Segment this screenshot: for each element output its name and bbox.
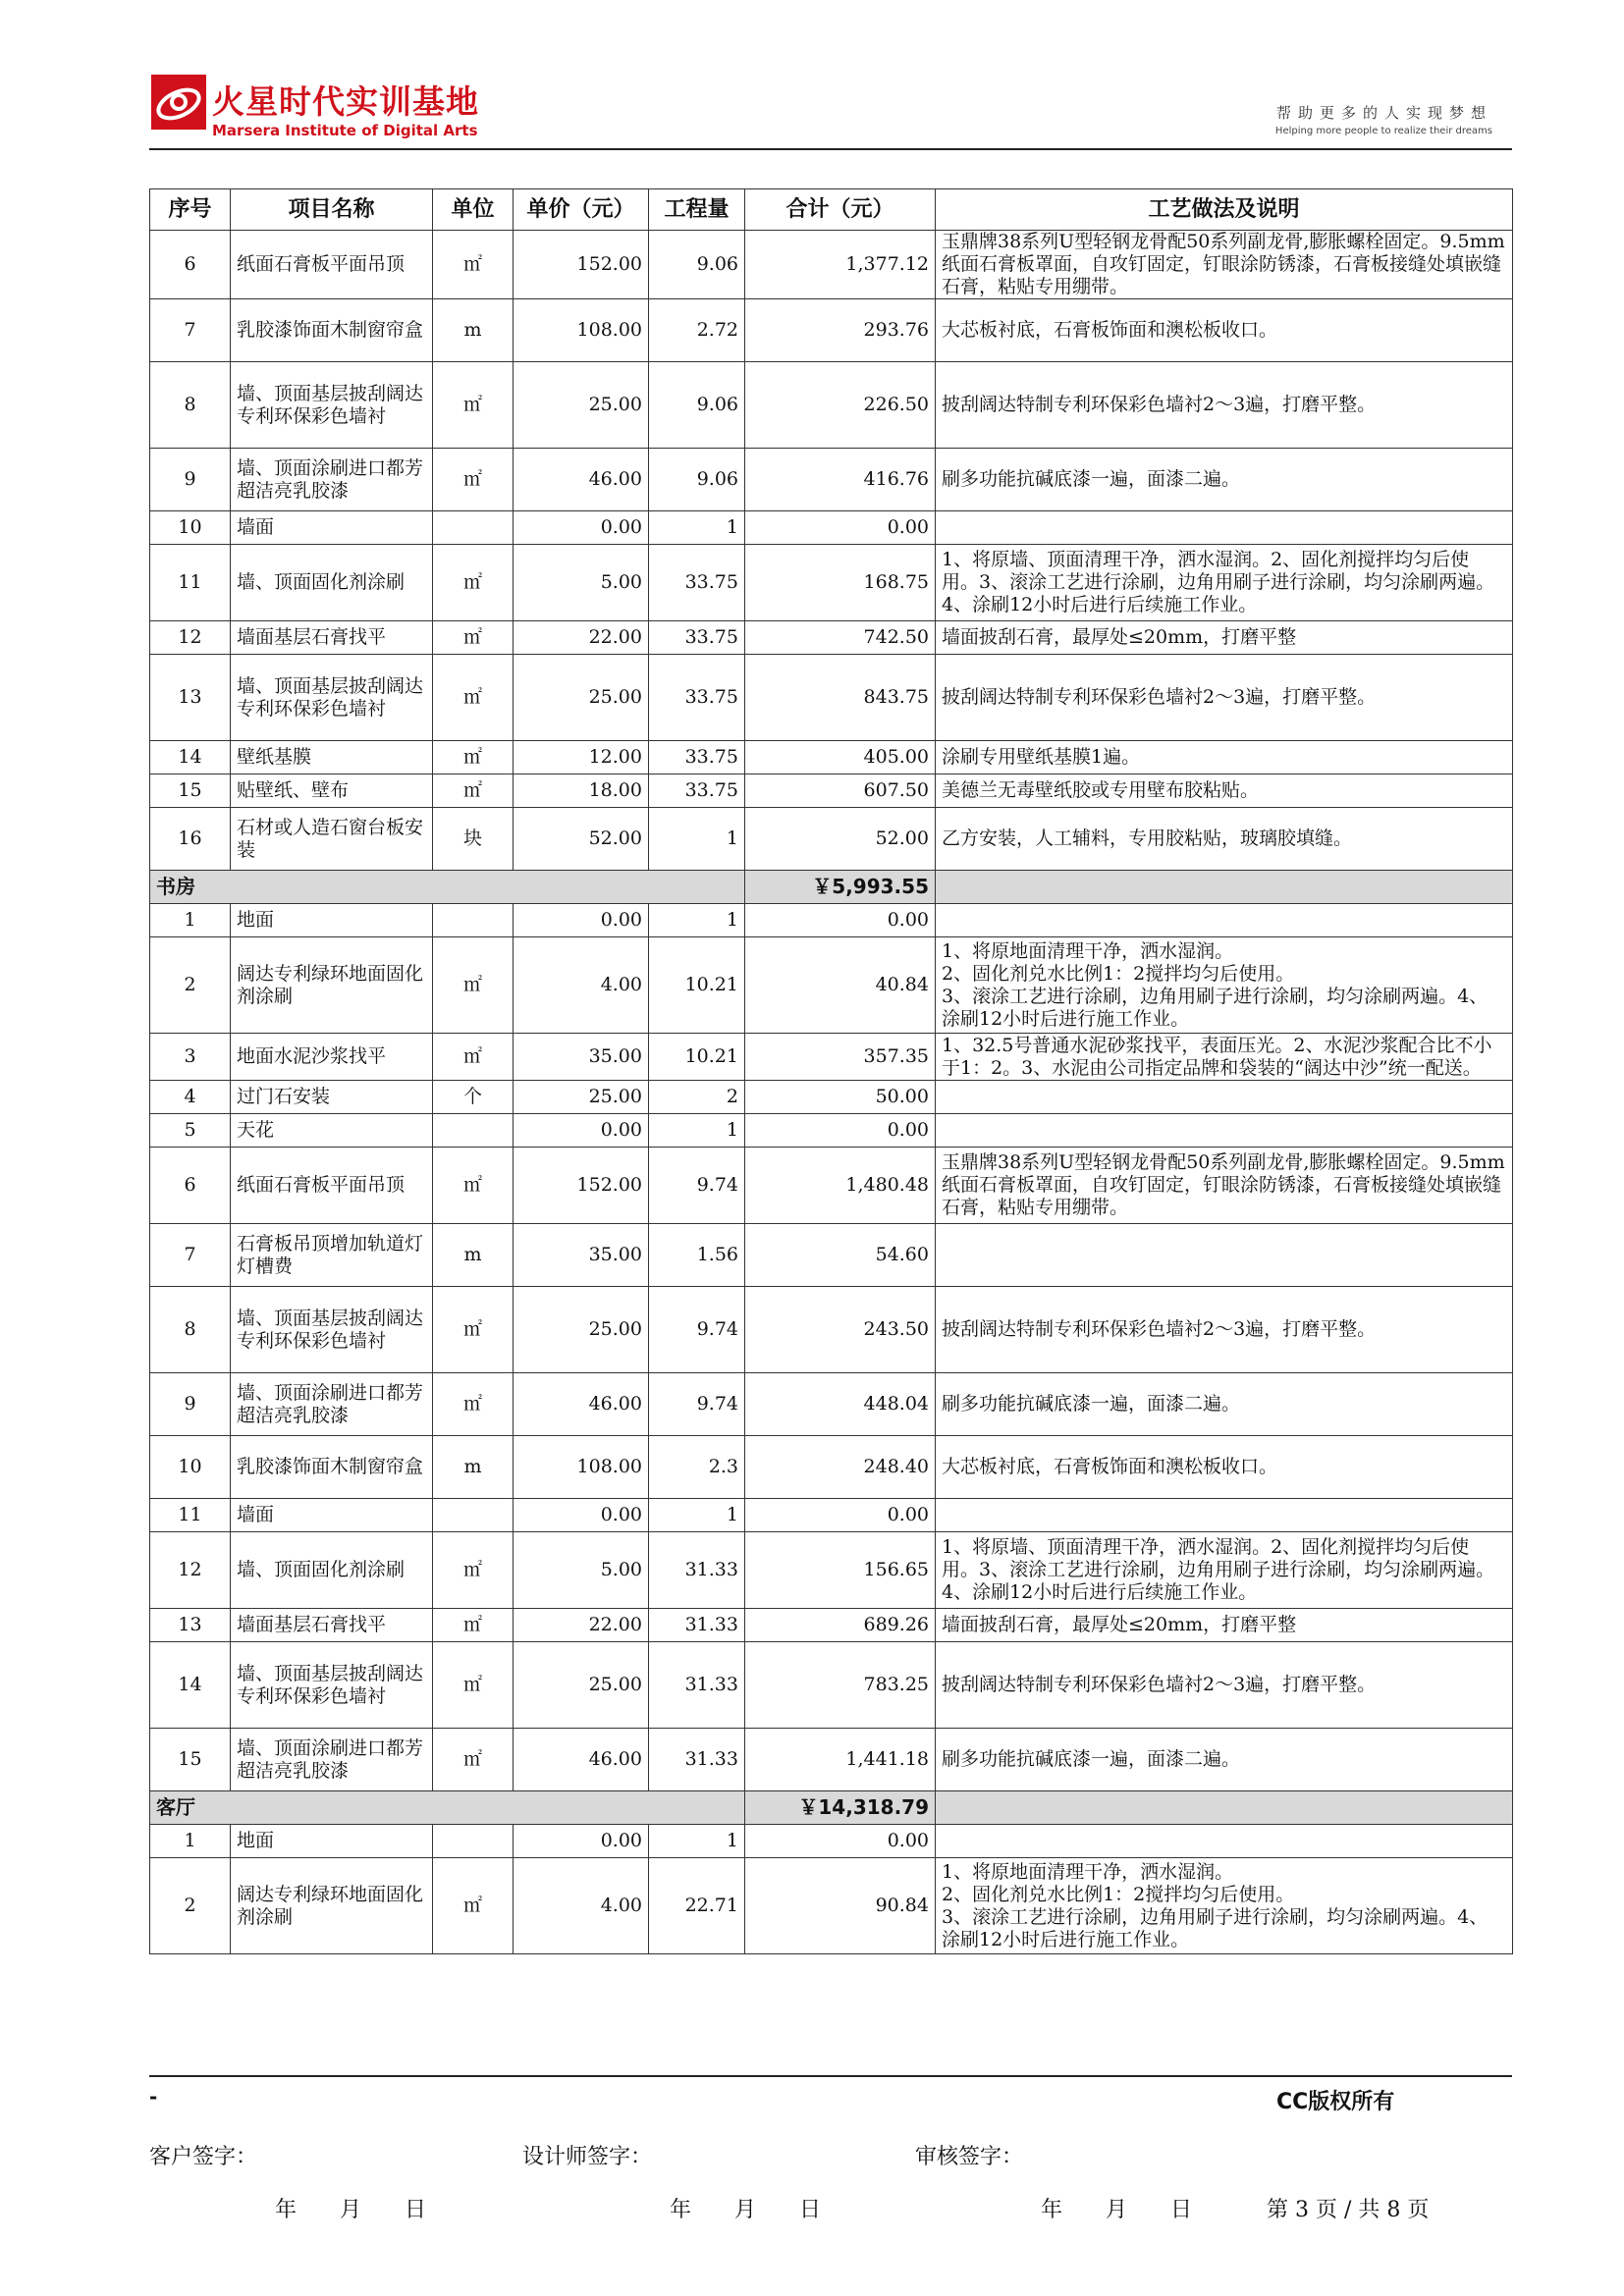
cell-unit: ㎡ [433, 621, 514, 655]
cell-price: 12.00 [514, 741, 649, 774]
review-date: 年 月 日 [1041, 2198, 1193, 2222]
cell-note: 1、将原墙、顶面清理干净，洒水湿润。2、固化剂搅拌均匀后使用。3、滚涂工艺进行涂刷，边角用刷子进行涂刷，均匀涂刷两遍。4、涂刷12小时后进行后续施工作业。 [936, 545, 1513, 621]
cell-name: 墙面基层石膏找平 [231, 1609, 433, 1642]
cell-no: 2 [150, 937, 231, 1034]
cell-name: 墙、顶面基层披刮阔达专利环保彩色墙衬 [231, 1287, 433, 1373]
cell-no: 8 [150, 362, 231, 449]
cell-qty: 1 [649, 904, 745, 937]
cell-unit: 块 [433, 808, 514, 871]
table-row [150, 937, 1513, 1034]
cell-note: 披刮阔达特制专利环保彩色墙衬2～3遍，打磨平整。 [936, 1287, 1513, 1373]
cell-unit [433, 904, 514, 937]
cell-note [936, 904, 1513, 937]
table-row [150, 1081, 1513, 1114]
cell-total: 40.84 [745, 937, 936, 1034]
cell-unit: ㎡ [433, 449, 514, 511]
cell-unit: m [433, 1224, 514, 1287]
cell-qty: 33.75 [649, 655, 745, 741]
cell-price: 35.00 [514, 1224, 649, 1287]
table-row [150, 1034, 1513, 1081]
table-row [150, 511, 1513, 545]
designer-date: 年 月 日 [670, 2198, 822, 2222]
cell-no: 11 [150, 545, 231, 621]
cell-name: 贴壁纸、壁布 [231, 774, 433, 808]
table-row [150, 362, 1513, 449]
customer-signature-label: 客户签字： [149, 2145, 258, 2169]
cell-total: 54.60 [745, 1224, 936, 1287]
cell-unit: ㎡ [433, 1642, 514, 1729]
cell-note: 1、32.5号普通水泥砂浆找平，表面压光。2、水泥沙浆配合比不小于1：2。3、水泥由公司指定品牌和袋装的“阔达中沙”统一配送。 [936, 1034, 1513, 1081]
cell-no: 13 [150, 655, 231, 741]
section-label: 客厅 [150, 1791, 745, 1825]
cell-name: 天花 [231, 1114, 433, 1148]
cell-qty: 22.71 [649, 1858, 745, 1954]
cell-total: 0.00 [745, 511, 936, 545]
cell-note: 1、将原地面清理干净，洒水湿润。 2、固化剂兑水比例1：2搅拌均匀后使用。 3、滚涂工艺进行涂刷，边角用刷子进行涂刷，均匀涂刷两遍。4、涂刷12小时后进行施工作业。 [936, 1858, 1513, 1954]
cell-name: 墙、顶面基层披刮阔达专利环保彩色墙衬 [231, 655, 433, 741]
cell-unit: ㎡ [433, 1609, 514, 1642]
section-row [150, 871, 1513, 904]
cell-name: 地面 [231, 1825, 433, 1858]
table-row [150, 904, 1513, 937]
cell-total: 783.25 [745, 1642, 936, 1729]
table-body [150, 231, 1513, 1954]
cell-total: 843.75 [745, 655, 936, 741]
col-header-total: 合计（元） [745, 189, 936, 231]
cell-qty: 9.74 [649, 1148, 745, 1224]
cell-total: 168.75 [745, 545, 936, 621]
cell-no: 13 [150, 1609, 231, 1642]
cell-no: 9 [150, 449, 231, 511]
review-signature-label: 审核签字： [915, 2145, 1024, 2169]
cell-price: 22.00 [514, 1609, 649, 1642]
cell-total: 416.76 [745, 449, 936, 511]
col-header-no: 序号 [150, 189, 231, 231]
table-row [150, 655, 1513, 741]
cell-note: 乙方安装，人工辅料，专用胶粘贴，玻璃胶填缝。 [936, 808, 1513, 871]
cell-total: 0.00 [745, 1499, 936, 1532]
cell-price: 25.00 [514, 362, 649, 449]
page-number: 第 3 页 / 共 8 页 [1267, 2198, 1430, 2222]
cell-name: 墙、顶面涂刷进口都芳超洁亮乳胶漆 [231, 1373, 433, 1436]
cell-note: 墙面披刮石膏，最厚处≤20mm，打磨平整 [936, 621, 1513, 655]
col-header-name: 项目名称 [231, 189, 433, 231]
cell-name: 纸面石膏板平面吊顶 [231, 231, 433, 299]
cell-unit: ㎡ [433, 545, 514, 621]
cell-qty: 10.21 [649, 1034, 745, 1081]
cell-note [936, 1499, 1513, 1532]
table-row [150, 1114, 1513, 1148]
quotation-table [149, 188, 1513, 1954]
cell-name: 阔达专利绿环地面固化剂涂刷 [231, 937, 433, 1034]
cell-price: 108.00 [514, 1436, 649, 1499]
cell-note: 大芯板衬底，石膏板饰面和澳松板收口。 [936, 299, 1513, 362]
cell-no: 12 [150, 1532, 231, 1609]
cell-qty: 2.3 [649, 1436, 745, 1499]
table-row [150, 774, 1513, 808]
cell-price: 5.00 [514, 545, 649, 621]
cell-note: 涂刷专用壁纸基膜1遍。 [936, 741, 1513, 774]
customer-date: 年 月 日 [275, 2198, 427, 2222]
cell-total: 607.50 [745, 774, 936, 808]
cell-unit [433, 511, 514, 545]
cell-total: 448.04 [745, 1373, 936, 1436]
cell-unit [433, 1825, 514, 1858]
cell-qty: 31.33 [649, 1642, 745, 1729]
cell-unit: m [433, 1436, 514, 1499]
cell-name: 墙、顶面涂刷进口都芳超洁亮乳胶漆 [231, 449, 433, 511]
col-header-qty: 工程量 [649, 189, 745, 231]
cell-price: 46.00 [514, 1373, 649, 1436]
cell-no: 6 [150, 1148, 231, 1224]
cell-no: 14 [150, 741, 231, 774]
cell-note: 大芯板衬底，石膏板饰面和澳松板收口。 [936, 1436, 1513, 1499]
cell-price: 35.00 [514, 1034, 649, 1081]
cell-price: 0.00 [514, 904, 649, 937]
cell-qty: 31.33 [649, 1532, 745, 1609]
cell-unit: ㎡ [433, 1729, 514, 1791]
cell-name: 乳胶漆饰面木制窗帘盒 [231, 1436, 433, 1499]
section-total: ￥5,993.55 [745, 871, 936, 904]
cell-no: 1 [150, 904, 231, 937]
cell-price: 0.00 [514, 1114, 649, 1148]
cell-unit: ㎡ [433, 1858, 514, 1954]
table-row [150, 1825, 1513, 1858]
cell-price: 152.00 [514, 1148, 649, 1224]
cell-name: 乳胶漆饰面木制窗帘盒 [231, 299, 433, 362]
cell-qty: 9.06 [649, 231, 745, 299]
cell-total: 293.76 [745, 299, 936, 362]
cell-name: 墙、顶面固化剂涂刷 [231, 1532, 433, 1609]
cell-qty: 10.21 [649, 937, 745, 1034]
cell-qty: 1 [649, 1825, 745, 1858]
cell-note: 玉鼎牌38系列U型轻钢龙骨配50系列副龙骨,膨胀螺栓固定。9.5mm纸面石膏板罩面，自攻钉固定，钉眼涂防锈漆，石膏板接缝处填嵌缝石膏，粘贴专用绷带。 [936, 231, 1513, 299]
cell-qty: 9.74 [649, 1373, 745, 1436]
cell-unit: ㎡ [433, 1373, 514, 1436]
cell-name: 过门石安装 [231, 1081, 433, 1114]
table-row [150, 1148, 1513, 1224]
cell-qty: 31.33 [649, 1729, 745, 1791]
table-row [150, 1287, 1513, 1373]
section-total: ￥14,318.79 [745, 1791, 936, 1825]
cell-unit: ㎡ [433, 1148, 514, 1224]
cell-price: 25.00 [514, 655, 649, 741]
cell-name: 墙、顶面基层披刮阔达专利环保彩色墙衬 [231, 1642, 433, 1729]
cell-total: 1,441.18 [745, 1729, 936, 1791]
cell-total: 52.00 [745, 808, 936, 871]
cell-price: 5.00 [514, 1532, 649, 1609]
cell-note: 美德兰无毒壁纸胶或专用壁布胶粘贴。 [936, 774, 1513, 808]
cell-unit: ㎡ [433, 1532, 514, 1609]
footer-divider [149, 2075, 1512, 2077]
brand-name-cn: 火星时代实训基地 [212, 82, 479, 121]
cell-price: 25.00 [514, 1081, 649, 1114]
table-row [150, 621, 1513, 655]
brand-name-en: Marsera Institute of Digital Arts [212, 122, 478, 139]
cell-price: 0.00 [514, 1825, 649, 1858]
page-header [149, 73, 1512, 151]
cell-name: 墙、顶面固化剂涂刷 [231, 545, 433, 621]
cell-no: 6 [150, 231, 231, 299]
cell-note [936, 1825, 1513, 1858]
cell-price: 46.00 [514, 449, 649, 511]
table-row [150, 1729, 1513, 1791]
cell-name: 地面水泥沙浆找平 [231, 1034, 433, 1081]
cell-no: 9 [150, 1373, 231, 1436]
cell-no: 11 [150, 1499, 231, 1532]
cell-qty: 1.56 [649, 1224, 745, 1287]
cell-total: 357.35 [745, 1034, 936, 1081]
cell-price: 25.00 [514, 1287, 649, 1373]
cell-total: 0.00 [745, 904, 936, 937]
cell-total: 405.00 [745, 741, 936, 774]
marsera-logo-icon [149, 73, 208, 132]
cell-price: 18.00 [514, 774, 649, 808]
table-row [150, 1609, 1513, 1642]
cell-total: 243.50 [745, 1287, 936, 1373]
table-row [150, 449, 1513, 511]
cell-no: 1 [150, 1825, 231, 1858]
cell-note: 1、将原墙、顶面清理干净，洒水湿润。2、固化剂搅拌均匀后使用。3、滚涂工艺进行涂刷，边角用刷子进行涂刷，均匀涂刷两遍。4、涂刷12小时后进行后续施工作业。 [936, 1532, 1513, 1609]
cell-note [936, 511, 1513, 545]
cell-note [936, 1224, 1513, 1287]
table-row [150, 1642, 1513, 1729]
section-note-cell [936, 1791, 1513, 1825]
table-row [150, 1499, 1513, 1532]
table-row [150, 1373, 1513, 1436]
cell-price: 4.00 [514, 937, 649, 1034]
cell-unit: ㎡ [433, 362, 514, 449]
cell-note: 披刮阔达特制专利环保彩色墙衬2～3遍，打磨平整。 [936, 655, 1513, 741]
cell-unit [433, 1499, 514, 1532]
cell-total: 689.26 [745, 1609, 936, 1642]
cell-price: 108.00 [514, 299, 649, 362]
cell-total: 0.00 [745, 1114, 936, 1148]
copyright-text: CC版权所有 [1276, 2090, 1395, 2114]
cell-unit: ㎡ [433, 1287, 514, 1373]
cell-qty: 1 [649, 1499, 745, 1532]
table-row [150, 231, 1513, 299]
cell-unit: ㎡ [433, 774, 514, 808]
cell-qty: 9.06 [649, 449, 745, 511]
cell-unit: ㎡ [433, 655, 514, 741]
cell-qty: 2.72 [649, 299, 745, 362]
cell-total: 90.84 [745, 1858, 936, 1954]
cell-unit [433, 1114, 514, 1148]
cell-no: 4 [150, 1081, 231, 1114]
slogan-cn: 帮助更多的人实现梦想 [1275, 104, 1492, 122]
cell-name: 墙、顶面基层披刮阔达专利环保彩色墙衬 [231, 362, 433, 449]
cell-unit: ㎡ [433, 1034, 514, 1081]
table-row [150, 1532, 1513, 1609]
cell-note [936, 1114, 1513, 1148]
cell-note [936, 1081, 1513, 1114]
cell-total: 0.00 [745, 1825, 936, 1858]
cell-note: 玉鼎牌38系列U型轻钢龙骨配50系列副龙骨,膨胀螺栓固定。9.5mm纸面石膏板罩面，自攻钉固定，钉眼涂防锈漆，石膏板接缝处填嵌缝石膏，粘贴专用绷带。 [936, 1148, 1513, 1224]
cell-qty: 33.75 [649, 741, 745, 774]
footer-dash: - [149, 2085, 158, 2109]
cell-price: 25.00 [514, 1642, 649, 1729]
cell-no: 5 [150, 1114, 231, 1148]
cell-no: 10 [150, 1436, 231, 1499]
header-divider [149, 148, 1512, 150]
cell-qty: 9.74 [649, 1287, 745, 1373]
cell-no: 15 [150, 1729, 231, 1791]
cell-no: 8 [150, 1287, 231, 1373]
cell-qty: 31.33 [649, 1609, 745, 1642]
section-row [150, 1791, 1513, 1825]
cell-qty: 33.75 [649, 545, 745, 621]
cell-no: 15 [150, 774, 231, 808]
cell-total: 226.50 [745, 362, 936, 449]
table-row [150, 1858, 1513, 1954]
cell-qty: 1 [649, 808, 745, 871]
table-row [150, 1224, 1513, 1287]
cell-qty: 2 [649, 1081, 745, 1114]
cell-no: 7 [150, 299, 231, 362]
cell-price: 152.00 [514, 231, 649, 299]
cell-unit: m [433, 299, 514, 362]
cell-note: 披刮阔达特制专利环保彩色墙衬2～3遍，打磨平整。 [936, 362, 1513, 449]
col-header-price: 单价（元） [514, 189, 649, 231]
cell-unit: ㎡ [433, 231, 514, 299]
cell-price: 52.00 [514, 808, 649, 871]
cell-name: 地面 [231, 904, 433, 937]
col-header-note: 工艺做法及说明 [936, 189, 1513, 231]
cell-total: 156.65 [745, 1532, 936, 1609]
table-row [150, 545, 1513, 621]
cell-total: 1,480.48 [745, 1148, 936, 1224]
table-row [150, 1436, 1513, 1499]
cell-unit: 个 [433, 1081, 514, 1114]
cell-note: 墙面披刮石膏，最厚处≤20mm，打磨平整 [936, 1609, 1513, 1642]
table-header-row [150, 189, 1513, 231]
cell-price: 0.00 [514, 1499, 649, 1532]
slogan-en: Helping more people to realize their dreams [1274, 126, 1492, 136]
table-row [150, 808, 1513, 871]
cell-price: 22.00 [514, 621, 649, 655]
cell-price: 0.00 [514, 511, 649, 545]
cell-price: 46.00 [514, 1729, 649, 1791]
cell-no: 2 [150, 1858, 231, 1954]
cell-no: 14 [150, 1642, 231, 1729]
cell-note: 刷多功能抗碱底漆一遍，面漆二遍。 [936, 1373, 1513, 1436]
cell-name: 阔达专利绿环地面固化剂涂刷 [231, 1858, 433, 1954]
cell-name: 墙面 [231, 511, 433, 545]
cell-total: 742.50 [745, 621, 936, 655]
cell-price: 4.00 [514, 1858, 649, 1954]
cell-no: 12 [150, 621, 231, 655]
cell-total: 50.00 [745, 1081, 936, 1114]
cell-note: 刷多功能抗碱底漆一遍，面漆二遍。 [936, 1729, 1513, 1791]
cell-unit: ㎡ [433, 741, 514, 774]
cell-note: 1、将原地面清理干净，洒水湿润。 2、固化剂兑水比例1：2搅拌均匀后使用。 3、滚涂工艺进行涂刷，边角用刷子进行涂刷，均匀涂刷两遍。4、涂刷12小时后进行施工作业。 [936, 937, 1513, 1034]
cell-note: 披刮阔达特制专利环保彩色墙衬2～3遍，打磨平整。 [936, 1642, 1513, 1729]
cell-name: 纸面石膏板平面吊顶 [231, 1148, 433, 1224]
cell-no: 7 [150, 1224, 231, 1287]
cell-qty: 1 [649, 511, 745, 545]
cell-qty: 33.75 [649, 621, 745, 655]
cell-no: 3 [150, 1034, 231, 1081]
cell-qty: 33.75 [649, 774, 745, 808]
cell-unit: ㎡ [433, 937, 514, 1034]
table-row [150, 741, 1513, 774]
cell-name: 壁纸基膜 [231, 741, 433, 774]
cell-note: 刷多功能抗碱底漆一遍，面漆二遍。 [936, 449, 1513, 511]
designer-signature-label: 设计师签字： [522, 2145, 653, 2169]
cell-no: 10 [150, 511, 231, 545]
cell-name: 石膏板吊顶增加轨道灯灯槽费 [231, 1224, 433, 1287]
cell-qty: 1 [649, 1114, 745, 1148]
cell-name: 墙面基层石膏找平 [231, 621, 433, 655]
cell-name: 石材或人造石窗台板安装 [231, 808, 433, 871]
section-note-cell [936, 871, 1513, 904]
table-row [150, 299, 1513, 362]
cell-name: 墙、顶面涂刷进口都芳超洁亮乳胶漆 [231, 1729, 433, 1791]
cell-name: 墙面 [231, 1499, 433, 1532]
cell-no: 16 [150, 808, 231, 871]
cell-qty: 9.06 [649, 362, 745, 449]
section-label: 书房 [150, 871, 745, 904]
cell-total: 1,377.12 [745, 231, 936, 299]
col-header-unit: 单位 [433, 189, 514, 231]
cell-total: 248.40 [745, 1436, 936, 1499]
